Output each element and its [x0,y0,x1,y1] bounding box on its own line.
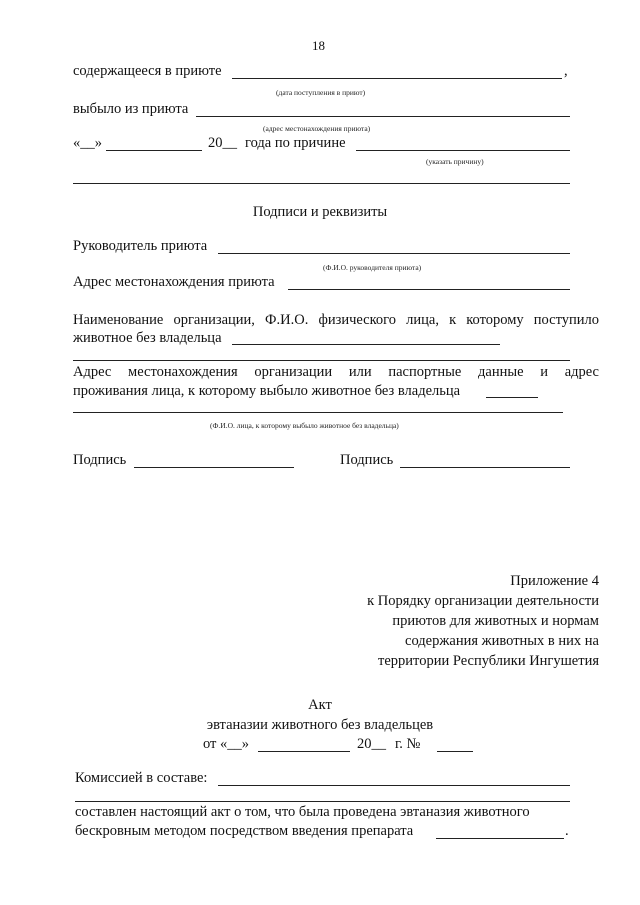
receiver-address-continuation-line [73,412,563,413]
left-shelter-label: выбыло из приюта [73,101,189,117]
shelter-address-line [288,289,570,290]
appendix-line-4: содержания животных в них на [405,633,599,649]
organization-line-1: Наименование организации, Ф.И.О. физического лица, к которому поступило [73,312,599,328]
appendix-line-1: Приложение 4 [510,573,599,589]
kept-in-shelter-line [232,78,562,79]
date-month-line [106,150,202,151]
act-body-line-2: бескровным методом посредством введения препарата [75,823,414,839]
shelter-head-hint: (Ф.И.О. руководителя приюта) [323,263,422,272]
commission-label: Комиссией в составе: [75,770,208,786]
act-year: 20__ [357,736,386,752]
reason-hint: (указать причину) [426,157,484,166]
kept-in-shelter-label: содержащееся в приюте [73,63,222,79]
receiver-address-line [486,397,538,398]
drug-name-line [436,838,564,839]
commission-continuation-line [75,801,570,802]
organization-line [232,344,500,345]
act-subtitle: эвтаназии животного без владельцев [206,717,434,733]
receiver-person-hint: (Ф.И.О. лица, к которому выбыло животное без владельца) [210,421,399,430]
receiver-address-line-2: проживания лица, к которому выбыло животное без владельца [73,383,461,399]
shelter-head-label: Руководитель приюта [73,238,208,254]
page-number: 18 [312,38,325,53]
signature-left-line [134,467,294,468]
act-number-line [437,751,473,752]
signatures-heading: Подписи и реквизиты [252,204,388,220]
year-prefix: 20__ [208,135,237,151]
appendix-line-5: территории Республики Ингушетия [378,653,599,669]
arrival-date-hint: (дата поступления в приют) [276,88,366,97]
signature-left-label: Подпись [73,452,127,468]
appendix-line-3: приютов для животных и нормам [392,613,599,629]
act-body-end: . [565,823,569,839]
shelter-address-label: Адрес местонахождения приюта [73,274,275,290]
act-date-prefix: от «__» [203,736,250,752]
act-date-line [258,751,350,752]
shelter-location-hint: (адрес местонахождения приюта) [263,124,371,133]
signature-right-label: Подпись [340,452,394,468]
act-title: Акт [308,697,332,713]
reason-label: года по причине [245,135,346,151]
reason-line [356,150,570,151]
appendix-line-2: к Порядку организации деятельности [367,593,599,609]
kept-comma: , [564,63,568,79]
act-body-line-1: составлен настоящий акт о том, что была проведена эвтаназия животного [75,804,530,820]
left-shelter-line [196,116,570,117]
commission-line [218,785,570,786]
organization-continuation-line [73,360,570,361]
shelter-head-line [218,253,570,254]
date-open-quote: «__» [73,135,102,151]
organization-line-2: животное без владельца [73,330,222,346]
signature-right-line [400,467,570,468]
receiver-address-line-1: Адрес местонахождения организации или паспортные данные и адрес [73,364,599,380]
reason-continuation-line [73,183,570,184]
act-number-label: г. № [395,736,421,752]
